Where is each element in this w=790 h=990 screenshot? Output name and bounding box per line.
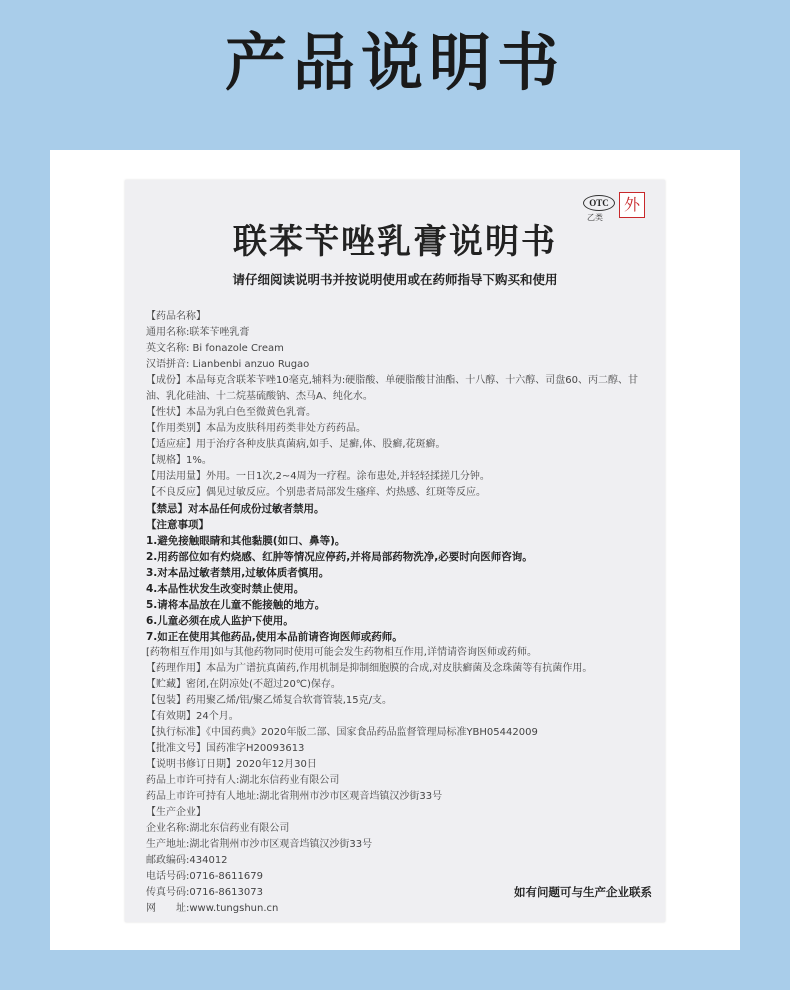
section-precautions: 【注意事项】 (146, 519, 209, 531)
storage: 【贮藏】密闭,在阴凉处(不超过20℃)保存。 (146, 679, 341, 690)
website: 网 址:www.tungshun.cn (146, 903, 279, 914)
leaflet-body (146, 309, 651, 917)
ingredients: 【成份】本品每克含联苯苄唑10毫克,辅料为:硬脂酸、单硬脂酸甘油酯、十八醇、十六醇、司盘60、丙二醇、甘油、乳化硅油、十二烷基硫酸钠、杰马A、纯化水。 (146, 375, 638, 402)
otc-mark (583, 190, 653, 222)
production-address: 生产地址:湖北省荆州市沙市区观音垱镇汉沙街33号 (146, 839, 373, 850)
category: 【作用类别】本品为皮肤科用药类非处方药药品。 (146, 423, 366, 434)
packaging: 【包装】药用聚乙烯/铝/聚乙烯复合软膏管装,15克/支。 (146, 695, 393, 706)
precaution-item: 4.本品性状发生改变时禁止使用。 (146, 583, 305, 595)
otc-badge: OTC (583, 195, 615, 211)
generic-name: 通用名称:联苯苄唑乳膏 (146, 327, 250, 338)
section-manufacturer: 【生产企业】 (146, 807, 206, 818)
english-name: 英文名称: Bi fonazole Cream (146, 343, 284, 354)
appearance: 【性状】本品为乳白色至微黄色乳膏。 (146, 407, 316, 418)
mah-holder: 药品上市许可持有人:湖北东信药业有限公司 (146, 775, 340, 786)
fax-number: 传真号码:0716-8613073 (146, 887, 263, 898)
mah-address: 药品上市许可持有人地址:湖北省荆州市沙市区观音垱镇汉沙街33号 (146, 791, 443, 802)
instruction-leaflet (125, 180, 665, 922)
pharmacology: 【药理作用】本品为广谱抗真菌药,作用机制是抑制细胞膜的合成,对皮肤癣菌及念珠菌等有抗菌作用。 (146, 663, 593, 674)
revision-date: 【说明书修订日期】2020年12月30日 (146, 759, 317, 770)
banner-title: 产品说明书 (224, 26, 565, 99)
leaflet-title: 联苯苄唑乳膏说明书 (233, 222, 557, 262)
precaution-item: 2.用药部位如有灼烧感、红肿等情况应停药,并将局部药物洗净,必要时向医师咨询。 (146, 551, 533, 563)
otc-class-label: 乙类 (587, 213, 603, 222)
approval-number: 【批准文号】国药准字H20093613 (146, 743, 305, 754)
external-use-mark: 外 (619, 192, 645, 218)
standard: 【执行标准】《中国药典》2020年版二部、国家食品药品监督管理局标准YBH05442009 (146, 727, 538, 738)
drug-interactions: [药物相互作用]如与其他药物同时使用可能会发生药物相互作用,详情请咨询医师或药师。 (146, 647, 537, 658)
dosage: 【用法用量】外用。一日1次,2~4周为一疗程。涂布患处,并轻轻揉搓几分钟。 (146, 471, 490, 482)
contact-note: 如有问题可与生产企业联系 (514, 885, 652, 899)
specification: 【规格】1%。 (146, 455, 212, 466)
section-drug-name: 【药品名称】 (146, 311, 206, 322)
postal-code: 邮政编码:434012 (146, 855, 228, 866)
precaution-item: 6.儿童必须在成人监护下使用。 (146, 615, 294, 627)
indications: 【适应症】用于治疗各种皮肤真菌病,如手、足癣,体、股癣,花斑癣。 (146, 439, 446, 450)
adverse-reactions: 【不良反应】偶见过敏反应。个别患者局部发生瘙痒、灼热感、红斑等反应。 (146, 487, 486, 498)
precaution-item: 5.请将本品放在儿童不能接触的地方。 (146, 599, 326, 611)
shelf-life: 【有效期】24个月。 (146, 711, 239, 722)
precaution-item: 7.如正在使用其他药品,使用本品前请咨询医师或药师。 (146, 631, 403, 643)
leaflet-subtitle: 请仔细阅读说明书并按说明使用或在药师指导下购买和使用 (232, 272, 558, 287)
pinyin-name: 汉语拼音: Lianbenbi anzuo Rugao (146, 359, 310, 370)
contraindications: 【禁忌】对本品任何成份过敏者禁用。 (146, 503, 325, 515)
precaution-item: 1.避免接触眼睛和其他黏膜(如口、鼻等)。 (146, 535, 346, 547)
phone-number: 电话号码:0716-8611679 (146, 871, 263, 882)
precaution-item: 3.对本品过敏者禁用,过敏体质者慎用。 (146, 567, 330, 579)
company-name: 企业名称:湖北东信药业有限公司 (146, 823, 290, 834)
